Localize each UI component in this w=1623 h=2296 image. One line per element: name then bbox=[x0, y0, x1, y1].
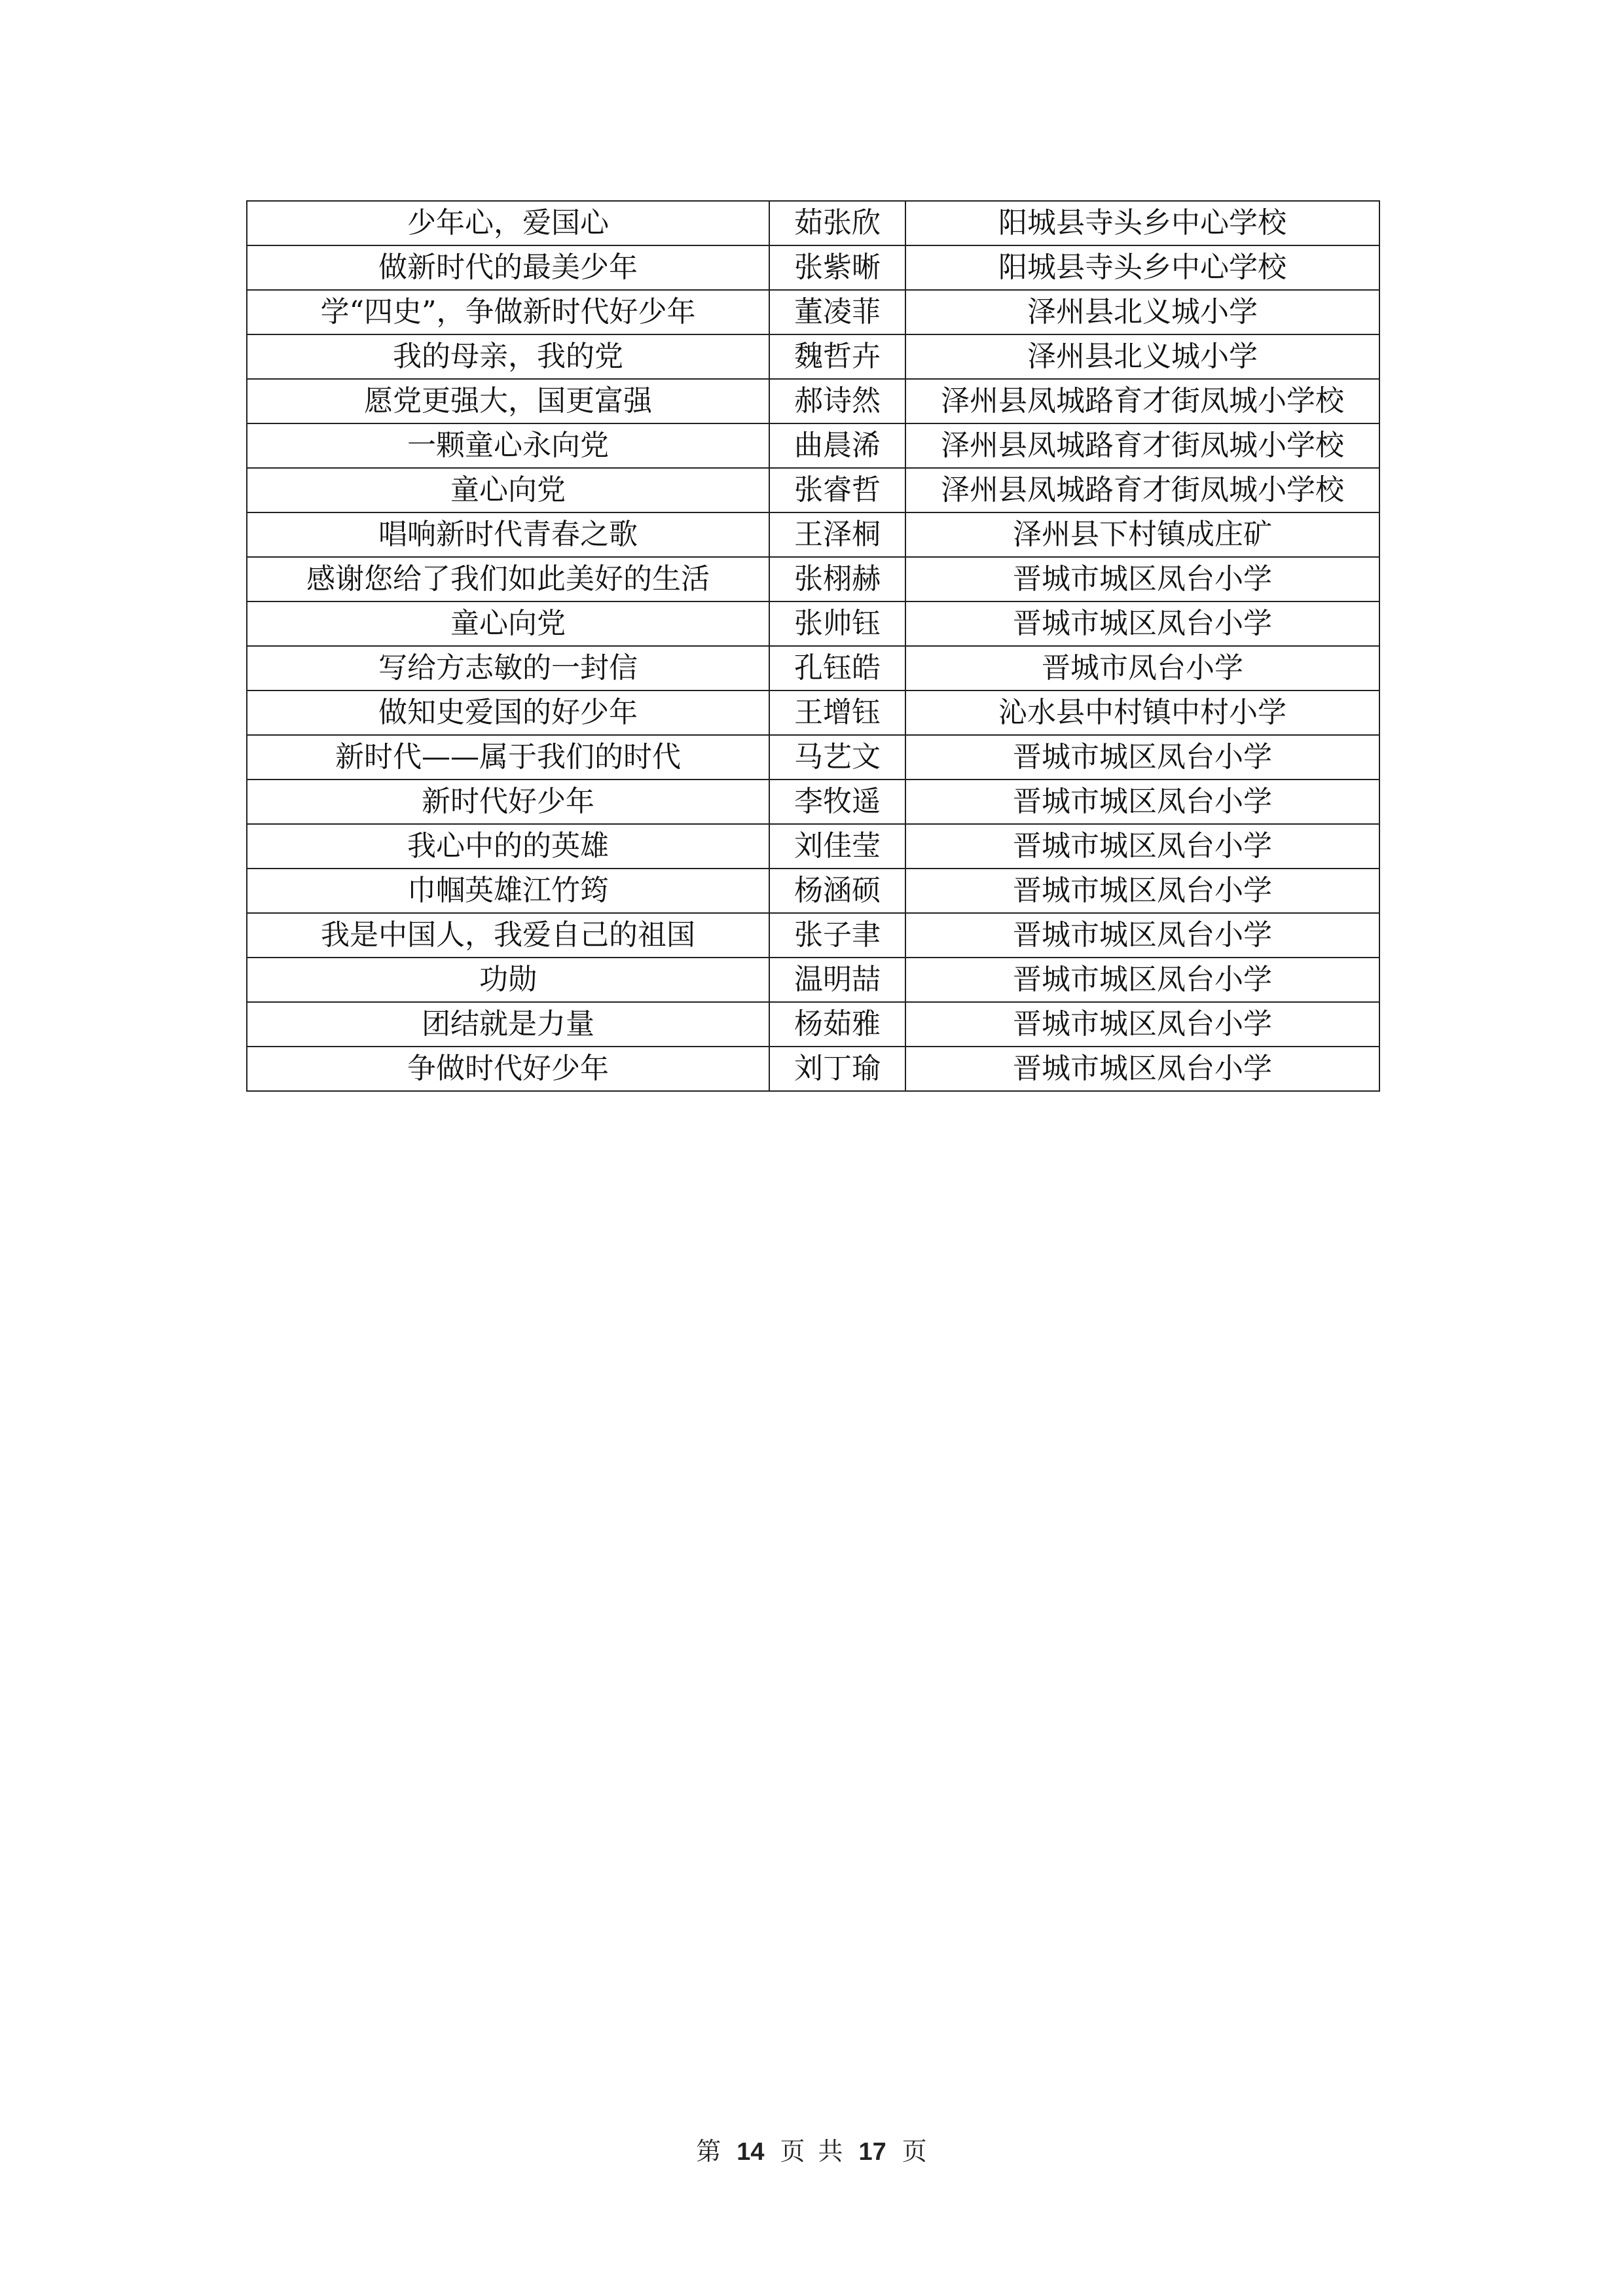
cell-school: 晋城市城区凤台小学 bbox=[905, 1002, 1379, 1047]
cell-school: 晋城市城区凤台小学 bbox=[905, 601, 1379, 646]
cell-author: 杨茹雅 bbox=[769, 1002, 905, 1047]
cell-school: 阳城县寺头乡中心学校 bbox=[905, 201, 1379, 245]
table-row bbox=[247, 557, 1379, 601]
cell-author: 李牧遥 bbox=[769, 780, 905, 824]
cell-author: 郝诗然 bbox=[769, 379, 905, 423]
cell-title: 我心中的的英雄 bbox=[247, 824, 769, 869]
cell-title: 愿党更强大，国更富强 bbox=[247, 379, 769, 423]
table-row bbox=[247, 512, 1379, 557]
cell-title: 团结就是力量 bbox=[247, 1002, 769, 1047]
cell-author: 王增钰 bbox=[769, 691, 905, 735]
table-row bbox=[247, 290, 1379, 334]
cell-title: 学“四史”，争做新时代好少年 bbox=[247, 290, 769, 334]
cell-author: 孔钰皓 bbox=[769, 646, 905, 691]
cell-title: 新时代好少年 bbox=[247, 780, 769, 824]
page-number: 14 bbox=[737, 2138, 765, 2166]
footer-total-word: 共 bbox=[818, 2137, 843, 2166]
table-row bbox=[247, 245, 1379, 290]
table-row bbox=[247, 601, 1379, 646]
cell-school: 泽州县凤城路育才街凤城小学校 bbox=[905, 379, 1379, 423]
cell-school: 阳城县寺头乡中心学校 bbox=[905, 245, 1379, 290]
table-row bbox=[247, 1047, 1379, 1091]
cell-author: 张子聿 bbox=[769, 913, 905, 958]
cell-school: 泽州县凤城路育才街凤城小学校 bbox=[905, 468, 1379, 512]
cell-school: 晋城市城区凤台小学 bbox=[905, 958, 1379, 1002]
award-table bbox=[246, 200, 1380, 1092]
cell-author: 刘佳莹 bbox=[769, 824, 905, 869]
cell-school: 晋城市城区凤台小学 bbox=[905, 735, 1379, 780]
page-footer bbox=[0, 2135, 1623, 2168]
cell-title: 童心向党 bbox=[247, 601, 769, 646]
cell-author: 刘丁瑜 bbox=[769, 1047, 905, 1091]
cell-school: 晋城市城区凤台小学 bbox=[905, 1047, 1379, 1091]
cell-author: 张帅钰 bbox=[769, 601, 905, 646]
table-row bbox=[247, 1002, 1379, 1047]
cell-author: 曲晨浠 bbox=[769, 423, 905, 468]
cell-school: 晋城市凤台小学 bbox=[905, 646, 1379, 691]
table-row bbox=[247, 468, 1379, 512]
cell-school: 泽州县北义城小学 bbox=[905, 334, 1379, 379]
cell-school: 晋城市城区凤台小学 bbox=[905, 824, 1379, 869]
cell-author: 杨涵硕 bbox=[769, 869, 905, 913]
cell-author: 王泽桐 bbox=[769, 512, 905, 557]
table-row bbox=[247, 334, 1379, 379]
cell-title: 新时代——属于我们的时代 bbox=[247, 735, 769, 780]
cell-school: 晋城市城区凤台小学 bbox=[905, 869, 1379, 913]
cell-title: 做知史爱国的好少年 bbox=[247, 691, 769, 735]
cell-school: 晋城市城区凤台小学 bbox=[905, 557, 1379, 601]
cell-author: 魏哲卉 bbox=[769, 334, 905, 379]
cell-school: 泽州县下村镇成庄矿 bbox=[905, 512, 1379, 557]
cell-author: 董凌菲 bbox=[769, 290, 905, 334]
table-row bbox=[247, 824, 1379, 869]
cell-author: 张紫晰 bbox=[769, 245, 905, 290]
table-row bbox=[247, 646, 1379, 691]
table-row bbox=[247, 201, 1379, 245]
cell-title: 童心向党 bbox=[247, 468, 769, 512]
cell-title: 唱响新时代青春之歌 bbox=[247, 512, 769, 557]
award-table-body bbox=[247, 201, 1379, 1091]
cell-title: 功勋 bbox=[247, 958, 769, 1002]
cell-title: 我是中国人，我爱自己的祖国 bbox=[247, 913, 769, 958]
table-row bbox=[247, 735, 1379, 780]
cell-school: 泽州县凤城路育才街凤城小学校 bbox=[905, 423, 1379, 468]
cell-school: 晋城市城区凤台小学 bbox=[905, 913, 1379, 958]
cell-title: 我的母亲，我的党 bbox=[247, 334, 769, 379]
footer-prefix: 第 bbox=[696, 2137, 721, 2166]
cell-author: 张栩赫 bbox=[769, 557, 905, 601]
table-row bbox=[247, 958, 1379, 1002]
footer-page-word: 页 bbox=[780, 2137, 805, 2166]
table-row bbox=[247, 691, 1379, 735]
cell-title: 感谢您给了我们如此美好的生活 bbox=[247, 557, 769, 601]
cell-school: 晋城市城区凤台小学 bbox=[905, 780, 1379, 824]
table-row bbox=[247, 913, 1379, 958]
cell-school: 泽州县北义城小学 bbox=[905, 290, 1379, 334]
page-total: 17 bbox=[858, 2138, 886, 2166]
cell-title: 巾帼英雄江竹筠 bbox=[247, 869, 769, 913]
cell-title: 争做时代好少年 bbox=[247, 1047, 769, 1091]
footer-suffix: 页 bbox=[902, 2137, 927, 2166]
cell-school: 沁水县中村镇中村小学 bbox=[905, 691, 1379, 735]
cell-title: 做新时代的最美少年 bbox=[247, 245, 769, 290]
cell-title: 少年心，爱国心 bbox=[247, 201, 769, 245]
cell-author: 温明喆 bbox=[769, 958, 905, 1002]
cell-title: 一颗童心永向党 bbox=[247, 423, 769, 468]
table-row bbox=[247, 780, 1379, 824]
cell-author: 张睿哲 bbox=[769, 468, 905, 512]
cell-author: 茹张欣 bbox=[769, 201, 905, 245]
table-row bbox=[247, 869, 1379, 913]
cell-author: 马艺文 bbox=[769, 735, 905, 780]
table-row bbox=[247, 423, 1379, 468]
table-row bbox=[247, 379, 1379, 423]
cell-title: 写给方志敏的一封信 bbox=[247, 646, 769, 691]
